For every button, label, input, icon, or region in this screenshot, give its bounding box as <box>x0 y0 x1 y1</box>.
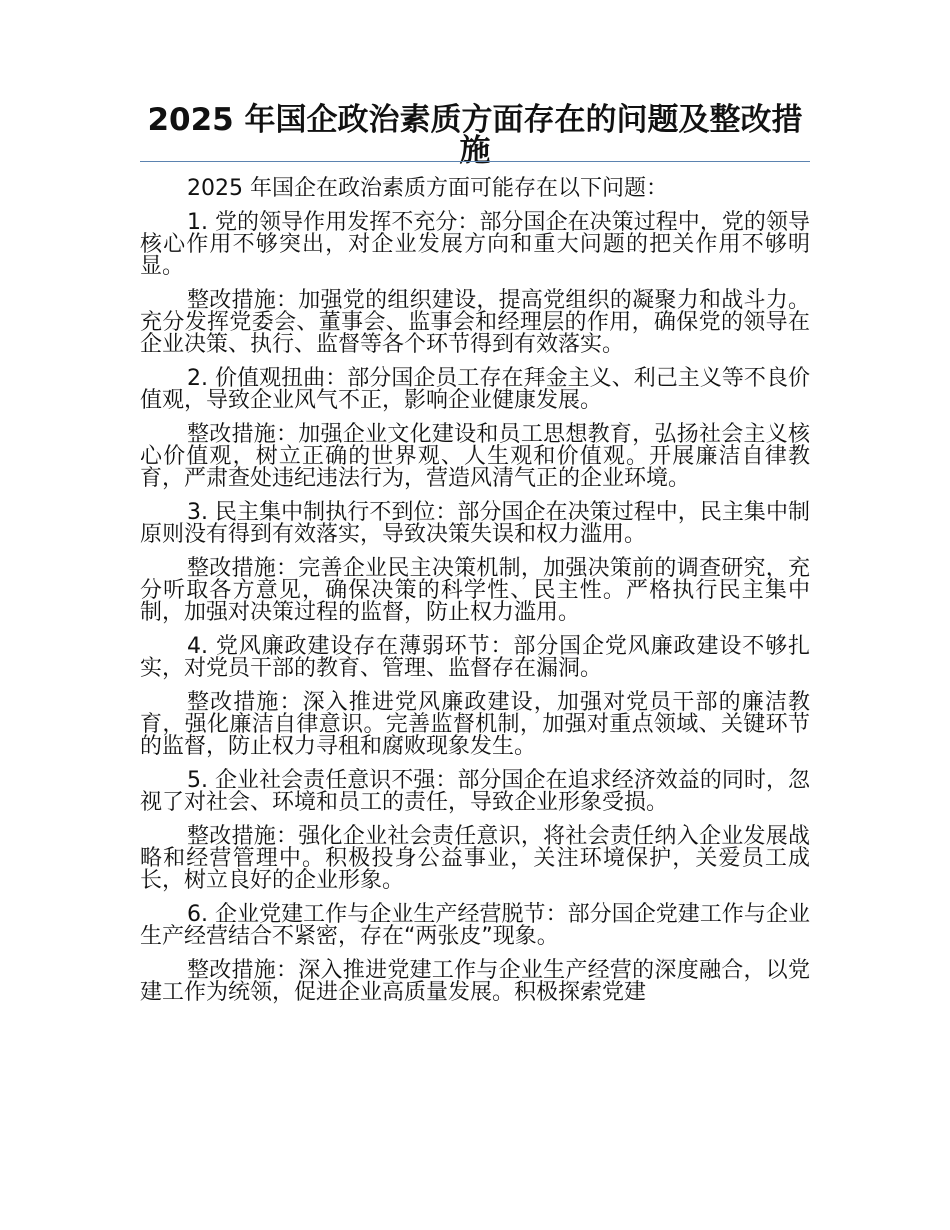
measure-3-paragraph: 整改措施：完善企业民主决策机制，加强决策前的调查研究，充分听取各方意见，确保决策的科学性、民主性。严格执行民主集中制，加强对决策过程的监督，防止权力滥用。 <box>140 556 810 625</box>
measure-6-paragraph: 整改措施：深入推进党建工作与企业生产经营的深度融合，以党建工作为统领，促进企业高质量发展。积极探索党建 <box>140 958 810 1005</box>
title-underline <box>140 161 810 162</box>
problem-5-paragraph: 5. 企业社会责任意识不强：部分国企在追求经济效益的同时，忽视了对社会、环境和员工的责任，导致企业形象受损。 <box>140 768 810 815</box>
measure-4-paragraph: 整改措施：深入推进党风廉政建设，加强对党员干部的廉洁教育，强化廉洁自律意识。完善监督机制，加强对重点领域、关键环节的监督，防止权力寻租和腐败现象发生。 <box>140 690 810 759</box>
problem-2-paragraph: 2. 价值观扭曲：部分国企员工存在拜金主义、利己主义等不良价值观，导致企业风气不正，影响企业健康发展。 <box>140 366 810 413</box>
intro-paragraph: 2025 年国企在政治素质方面可能存在以下问题： <box>187 176 668 201</box>
document-title: 2025 年国企政治素质方面存在的问题及整改措施 <box>147 102 803 169</box>
problem-1-paragraph: 1. 党的领导作用发挥不充分：部分国企在决策过程中，党的领导核心作用不够突出，对企业发展方向和重大问题的把关作用不够明显。 <box>140 210 810 279</box>
measure-2-paragraph: 整改措施：加强企业文化建设和员工思想教育，弘扬社会主义核心价值观，树立正确的世界观、人生观和价值观。开展廉洁自律教育，严肃查处违纪违法行为，营造风清气正的企业环境。 <box>140 422 810 491</box>
document-body <box>140 178 810 1016</box>
problem-3-paragraph: 3. 民主集中制执行不到位：部分国企在决策过程中，民主集中制原则没有得到有效落实，导致决策失误和权力滥用。 <box>140 500 810 547</box>
measure-1-paragraph: 整改措施：加强党的组织建设，提高党组织的凝聚力和战斗力。充分发挥党委会、董事会、监事会和经理层的作用，确保党的领导在企业决策、执行、监督等各个环节得到有效落实。 <box>140 288 810 357</box>
problem-6-paragraph: 6. 企业党建工作与企业生产经营脱节：部分国企党建工作与企业生产经营结合不紧密，存在“两张皮”现象。 <box>140 902 810 949</box>
problem-4-paragraph: 4. 党风廉政建设存在薄弱环节：部分国企党风廉政建设不够扎实，对党员干部的教育、管理、监督存在漏洞。 <box>140 634 810 681</box>
measure-5-paragraph: 整改措施：强化企业社会责任意识，将社会责任纳入企业发展战略和经营管理中。积极投身公益事业，关注环境保护，关爱员工成长，树立良好的企业形象。 <box>140 824 810 893</box>
